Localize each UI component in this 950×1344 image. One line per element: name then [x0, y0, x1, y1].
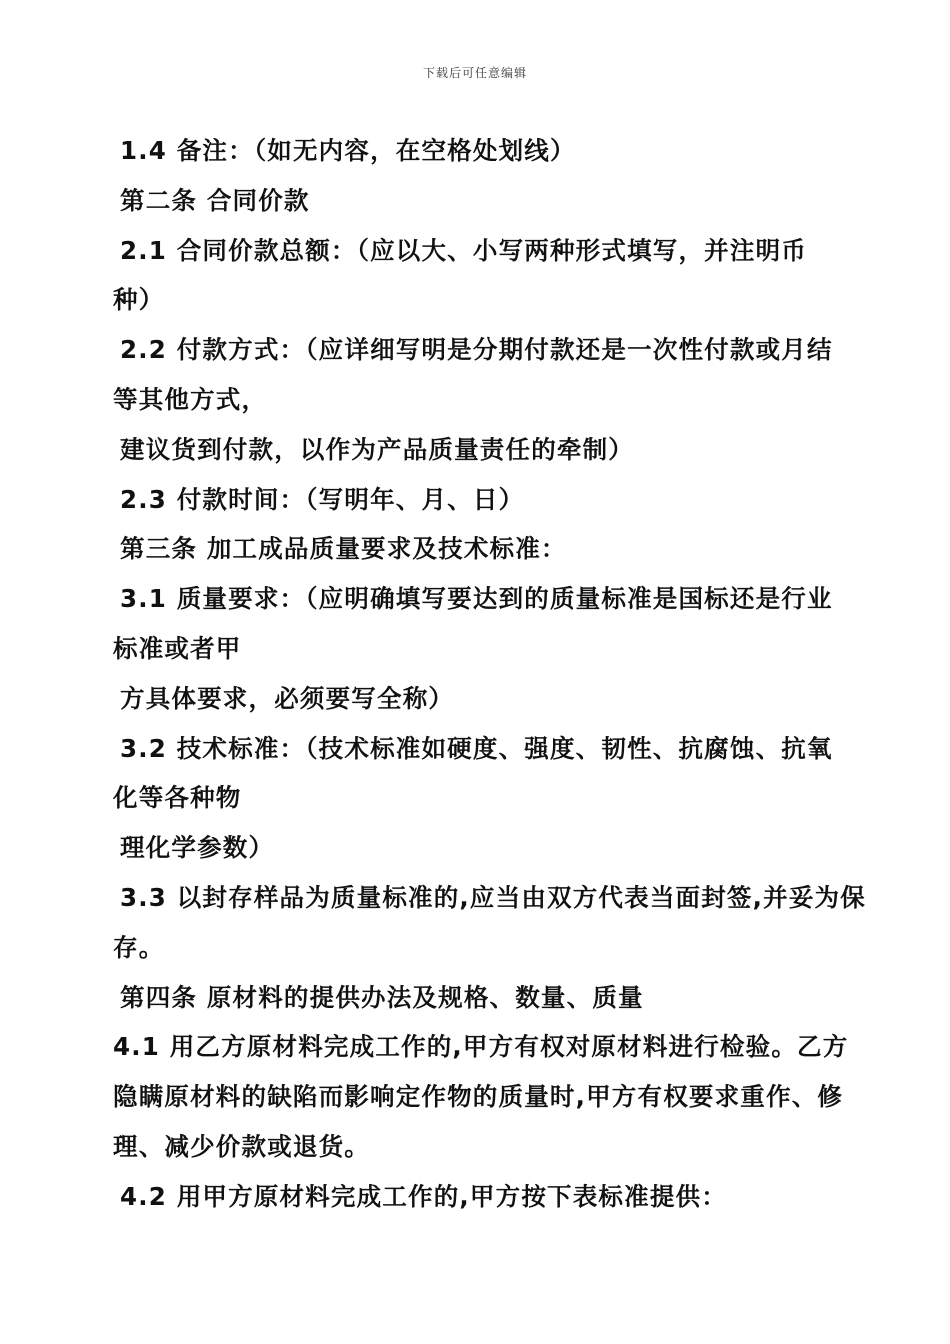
- contract-body: [113, 126, 866, 1222]
- text-line: 第四条 原材料的提供办法及规格、数量、质量: [120, 982, 644, 1012]
- text-line: 2.2 付款方式：（应详细写明是分期付款还是一次性付款或月结: [120, 335, 833, 365]
- text-line: 2.3 付款时间：（写明年、月、日）: [120, 484, 525, 514]
- text-line: 3.2 技术标准：（技术标准如硬度、强度、韧性、抗腐蚀、抗氧: [120, 733, 833, 763]
- text-line: 理、减少价款或退货。: [113, 1131, 370, 1161]
- text-line: 方具体要求，必须要写全称）: [120, 683, 455, 713]
- text-line: 标准或者甲: [113, 633, 242, 663]
- text-line: 建议货到付款，以作为产品质量责任的牵制）: [120, 434, 634, 464]
- page-header: 下载后可任意编辑: [422, 66, 527, 80]
- text-line: 隐瞒原材料的缺陷而影响定作物的质量时,甲方有权要求重作、修: [113, 1082, 844, 1112]
- text-line: 3.3 以封存样品为质量标准的,应当由双方代表当面封签,并妥为保: [120, 882, 866, 912]
- text-line: 第二条 合同价款: [120, 185, 310, 215]
- text-line: 化等各种物: [113, 783, 242, 813]
- text-line: 4.1 用乙方原材料完成工作的,甲方有权对原材料进行检验。乙方: [113, 1032, 849, 1062]
- text-line: 1.4 备注：（如无内容，在空格处划线）: [120, 136, 576, 165]
- text-line: 存。: [113, 932, 165, 962]
- text-line: 3.1 质量要求：（应明确填写要达到的质量标准是国标还是行业: [120, 584, 833, 614]
- text-line: 第三条 加工成品质量要求及技术标准：: [120, 534, 567, 564]
- text-line: 2.1 合同价款总额：（应以大、小写两种形式填写，并注明币: [120, 235, 807, 265]
- text-line: 4.2 用甲方原材料完成工作的,甲方按下表标准提供：: [120, 1181, 727, 1211]
- text-line: 理化学参数）: [120, 833, 275, 863]
- text-line: 等其他方式，: [113, 384, 268, 414]
- text-line: 种）: [113, 285, 165, 315]
